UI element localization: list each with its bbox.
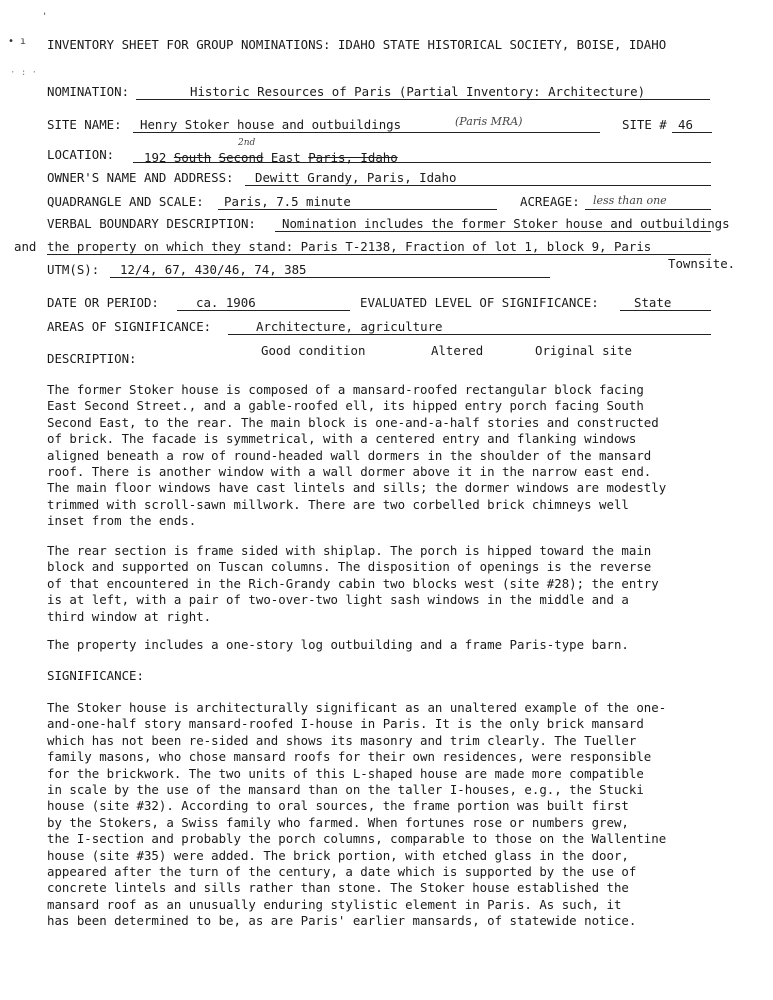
boundary-label: VERBAL BOUNDARY DESCRIPTION: [47, 216, 256, 231]
condition-good: Good condition [261, 343, 366, 358]
sheet-title: INVENTORY SHEET FOR GROUP NOMINATIONS: IDAHO STATE HISTORICAL SOCIETY, BOISE, IDAHO [47, 37, 667, 52]
quadrangle-value: Paris, 7.5 minute [224, 194, 351, 209]
site-name-label: SITE NAME: [47, 117, 122, 132]
site-name-value: Henry Stoker house and outbuildings [140, 117, 402, 132]
site-number-underline [672, 132, 712, 133]
areas-value: Architecture, agriculture [256, 319, 443, 334]
description-paragraph-2: The rear section is frame sided with shiplap. The porch is hipped toward the main block and supported on Tuscan columns. The disposition of openings is the reverse of that encountered in the Rich-Grandy cabin two blocks west (site #28); the entry is at left, with a pair of two-over-two light sash windows in the middle and a third window at right. [47, 543, 659, 624]
site-name-underline [133, 132, 600, 133]
owner-value: Dewitt Grandy, Paris, Idaho [255, 170, 457, 185]
condition-altered: Altered [431, 343, 484, 358]
nomination-value: Historic Resources of Paris (Partial Inventory: Architecture) [190, 84, 646, 99]
boundary-and: and [14, 239, 37, 254]
date-value: ca. 1906 [196, 295, 256, 310]
location-struck-city: Paris, Idaho [308, 150, 398, 165]
location-value [144, 150, 398, 165]
evaluated-value: State [634, 295, 672, 310]
acreage-label: ACREAGE: [520, 194, 580, 209]
boundary-underline-1 [275, 231, 711, 232]
acreage-value: less than one [593, 194, 667, 207]
scan-mark: • ı [8, 36, 27, 47]
location-struck-south: South [173, 150, 212, 165]
location-label: LOCATION: [47, 147, 115, 162]
quadrangle-label: QUADRANGLE AND SCALE: [47, 194, 204, 209]
quadrangle-underline [218, 209, 497, 210]
acreage-underline [585, 209, 711, 210]
significance-label: SIGNIFICANCE: [47, 668, 144, 683]
site-number-value: 46 [678, 117, 693, 132]
description-paragraph-1: The former Stoker house is composed of a mansard-roofed rectangular block facing East Second Street., and a gable-roofed ell, its hipped entry porch facing South Second East, to the rear. The main block is one-and-a-half stories and constructed of brick. The facade is symmetrical, with a centered entry and flanking windows aligned beneath a row of round-headed wall dormers in the shoulder of the mansard roof. There is another window with a wall dormer above it in the narrow east end. The main floor windows have cast lintels and sills; the dormer windows are modestly trimmed with scroll-sawn millwork. There are two corbelled brick chimneys well inset from the ends. [47, 382, 667, 529]
significance-paragraph: The Stoker house is architecturally significant as an unaltered example of the one- and-one-half story mansard-roofed I-house in Paris. It is the only brick mansard which has not been re-sided and shows its masonry and trim clearly. The Tueller family masons, who chose mansard roofs for their own residences, were responsible for the brickwork. The two units of this L-shaped house are made more compatible in scale by the use of the mansard than on the taller I-houses, e.g., the Stucki house (site #32). According to oral sources, the frame portion was built first by the Stokers, a Swiss family who farmed. When fortunes rose or numbers grew, the I-section and probably the porch columns, comparable to those on the Wallentine house (site #35) were added. The brick portion, with etched glass in the door, appeared after the turn of the century, a date which is supported by the use of concrete lintels and sills rather than stone. The Stoker house established the mansard roof as an unusually enduring stylistic element in Paris. As such, it has been determined to be, as are Paris' earlier mansards, of statewide notice. [47, 700, 667, 929]
nomination-underline [136, 99, 710, 100]
utm-value: 12/4, 67, 430/46, 74, 385 [120, 262, 307, 277]
boundary-underline-2 [47, 254, 711, 255]
date-underline [177, 310, 350, 311]
scan-mark: ' [42, 12, 48, 22]
boundary-townsite: Townsite. [668, 256, 736, 271]
date-label: DATE OR PERIOD: [47, 295, 159, 310]
evaluated-underline [620, 310, 711, 311]
site-number-label: SITE # [622, 117, 667, 132]
description-paragraph-3: The property includes a one-story log outbuilding and a frame Paris-type barn. [47, 637, 629, 652]
evaluated-label: EVALUATED LEVEL OF SIGNIFICANCE: [360, 295, 599, 310]
utm-label: UTM(S): [47, 262, 100, 277]
boundary-line-1: Nomination includes the former Stoker house and outbuildings [282, 216, 730, 231]
location-number: 192 [144, 150, 167, 165]
location-east: East [270, 150, 301, 165]
areas-underline [228, 334, 711, 335]
description-label: DESCRIPTION: [47, 351, 137, 366]
location-struck-second: Second [218, 150, 264, 165]
utm-underline [110, 277, 550, 278]
nomination-label: NOMINATION: [47, 84, 130, 99]
scan-mark: · : · [10, 68, 38, 78]
owner-label: OWNER'S NAME AND ADDRESS: [47, 170, 234, 185]
areas-label: AREAS OF SIGNIFICANCE: [47, 319, 212, 334]
boundary-line-2: the property on which they stand: Paris T-2138, Fraction of lot 1, block 9, Paris [47, 239, 652, 254]
condition-original-site: Original site [535, 343, 632, 358]
owner-underline [245, 185, 711, 186]
location-handwritten: 2nd [238, 138, 256, 148]
site-name-handwritten: (Paris MRA) [455, 115, 523, 128]
